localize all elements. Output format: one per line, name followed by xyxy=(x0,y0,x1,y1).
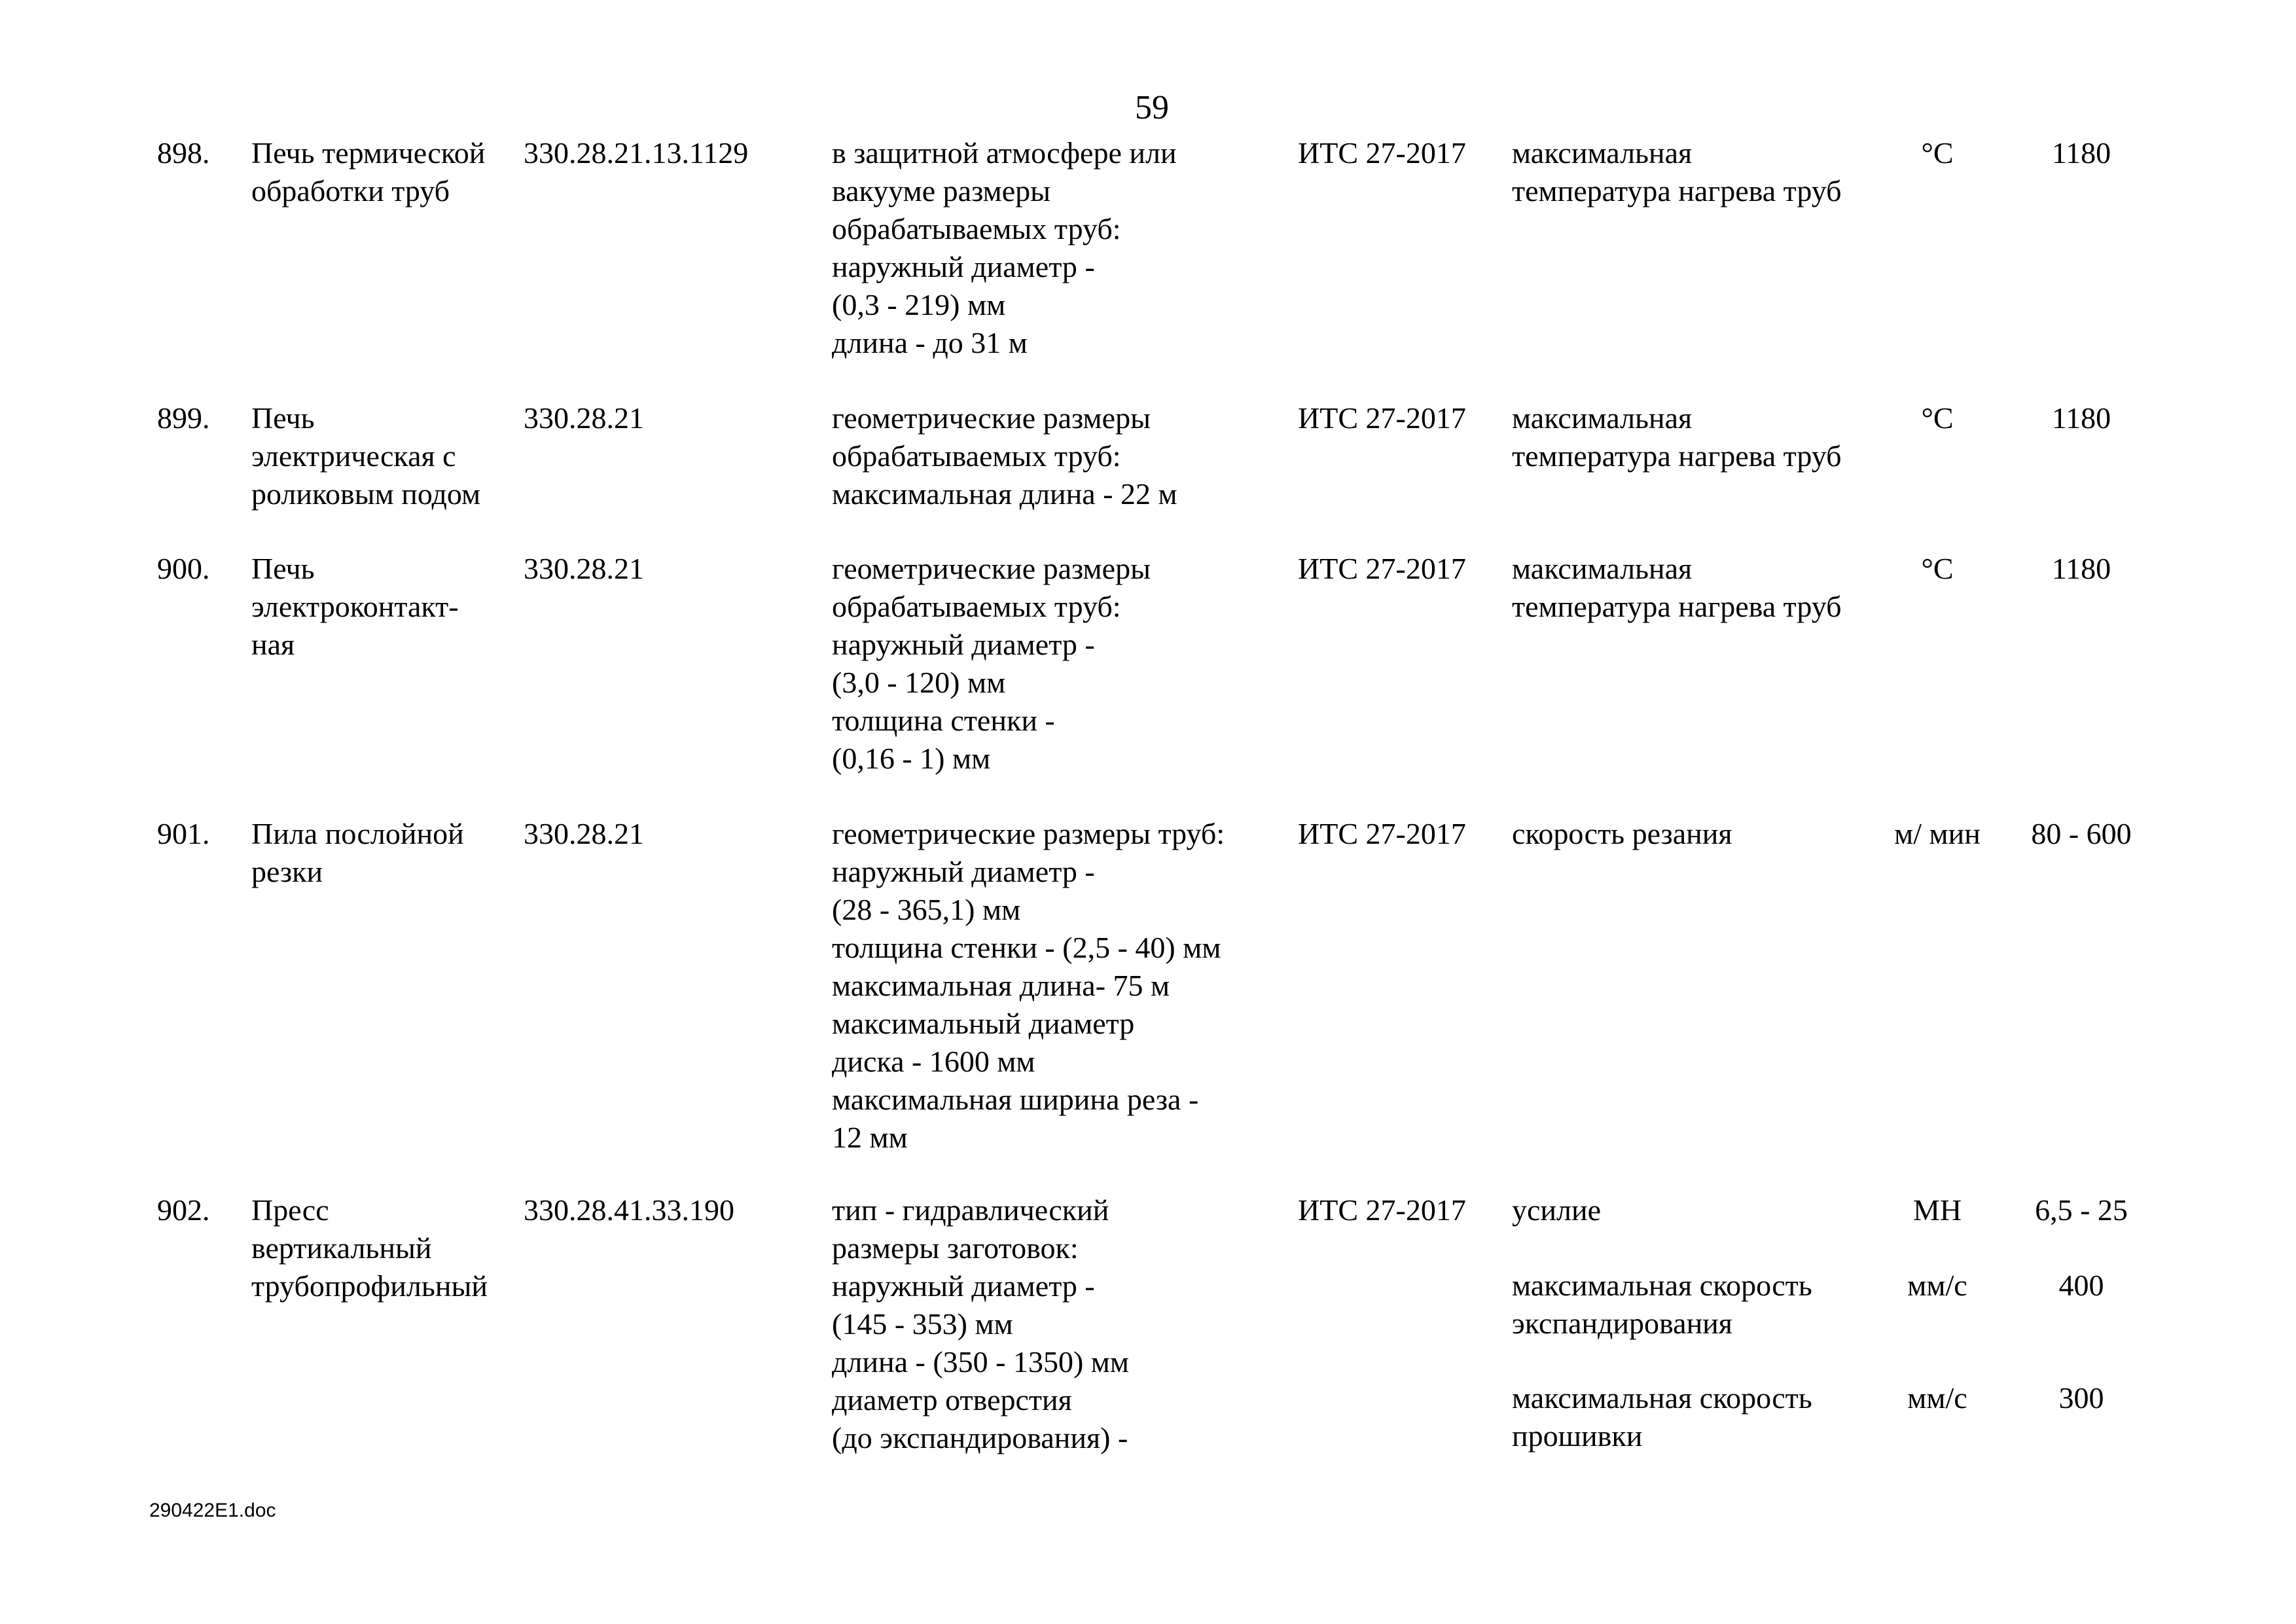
equipment-specs: геометрические размеры обрабатываемых труб: максимальная длина - 22 м xyxy=(832,401,1177,511)
parameter-name: максимальная температура нагрева труб xyxy=(1512,401,1842,473)
parameter-value: 300 xyxy=(2058,1381,2104,1415)
parameter-value: 1180 xyxy=(2051,136,2111,170)
parameter-unit: °С xyxy=(1921,136,1954,170)
parameter-value: 6,5 - 25 xyxy=(2035,1193,2128,1227)
okpd-code: 330.28.21.13.1129 xyxy=(524,136,749,170)
okpd-code: 330.28.21 xyxy=(524,817,644,850)
equipment-specs: в защитной атмосфере или вакууме размеры обрабатываемых труб: наружный диаметр - (0,3 - 219) мм длина - до 31 м xyxy=(832,136,1177,359)
okpd-code: 330.28.21 xyxy=(524,401,644,435)
parameter-unit: МН xyxy=(1912,1193,1962,1227)
parameter-unit: °С xyxy=(1921,401,1954,435)
parameter-name: максимальная температура нагрева труб xyxy=(1512,552,1842,623)
equipment-specs: геометрические размеры труб: наружный диаметр - (28 - 365,1) мм толщина стенки - (2,5 - 40) мм максимальная длина- 75 м максимальный диаметр диска - 1600 мм максимальная ширина реза - 12 мм xyxy=(832,817,1225,1154)
parameter-unit: мм/с xyxy=(1907,1381,1967,1415)
parameter-value: 1180 xyxy=(2051,552,2111,585)
parameter-value: 400 xyxy=(2058,1269,2104,1302)
parameter-name: усилие xyxy=(1512,1193,1602,1227)
document-filename: 290422E1.doc xyxy=(149,1500,276,1521)
standard-ref: ИТС 27-2017 xyxy=(1298,401,1466,435)
equipment-name: Пресс вертикальный трубопрофильный xyxy=(251,1193,488,1303)
parameter-name: максимальная температура нагрева труб xyxy=(1512,136,1842,208)
okpd-code: 330.28.21 xyxy=(524,552,644,585)
equipment-specs: геометрические размеры обрабатываемых труб: наружный диаметр - (3,0 - 120) мм толщина стенки - (0,16 - 1) мм xyxy=(832,552,1151,775)
standard-ref: ИТС 27-2017 xyxy=(1298,1193,1466,1227)
row-number: 899. xyxy=(157,401,210,435)
row-number: 902. xyxy=(157,1193,210,1227)
parameter-unit: м/ мин xyxy=(1894,817,1981,850)
parameter-unit: мм/с xyxy=(1907,1269,1967,1302)
row-number: 900. xyxy=(157,552,210,585)
parameter-value: 1180 xyxy=(2051,401,2111,435)
parameter-value: 80 - 600 xyxy=(2031,817,2132,850)
equipment-name: Печь термической обработки труб xyxy=(251,136,486,208)
row-number: 898. xyxy=(157,136,210,170)
standard-ref: ИТС 27-2017 xyxy=(1298,136,1466,170)
parameter-name: максимальная скорость прошивки xyxy=(1512,1381,1812,1453)
page-number: 59 xyxy=(1135,89,1169,126)
standard-ref: ИТС 27-2017 xyxy=(1298,817,1466,850)
parameter-name: скорость резания xyxy=(1512,817,1732,850)
equipment-name: Печь электроконтакт- ная xyxy=(251,552,459,661)
parameter-name: максимальная скорость экспандирования xyxy=(1512,1269,1812,1340)
row-number: 901. xyxy=(157,817,210,850)
standard-ref: ИТС 27-2017 xyxy=(1298,552,1466,585)
equipment-name: Пила послойной резки xyxy=(251,817,464,888)
parameter-unit: °С xyxy=(1921,552,1954,585)
okpd-code: 330.28.41.33.190 xyxy=(524,1193,734,1227)
equipment-name: Печь электрическая с роликовым подом xyxy=(251,401,481,511)
equipment-specs: тип - гидравлический размеры заготовок: наружный диаметр - (145 - 353) мм длина - (350 - 1350) мм диаметр отверстия (до экспандирования) - xyxy=(832,1193,1130,1454)
